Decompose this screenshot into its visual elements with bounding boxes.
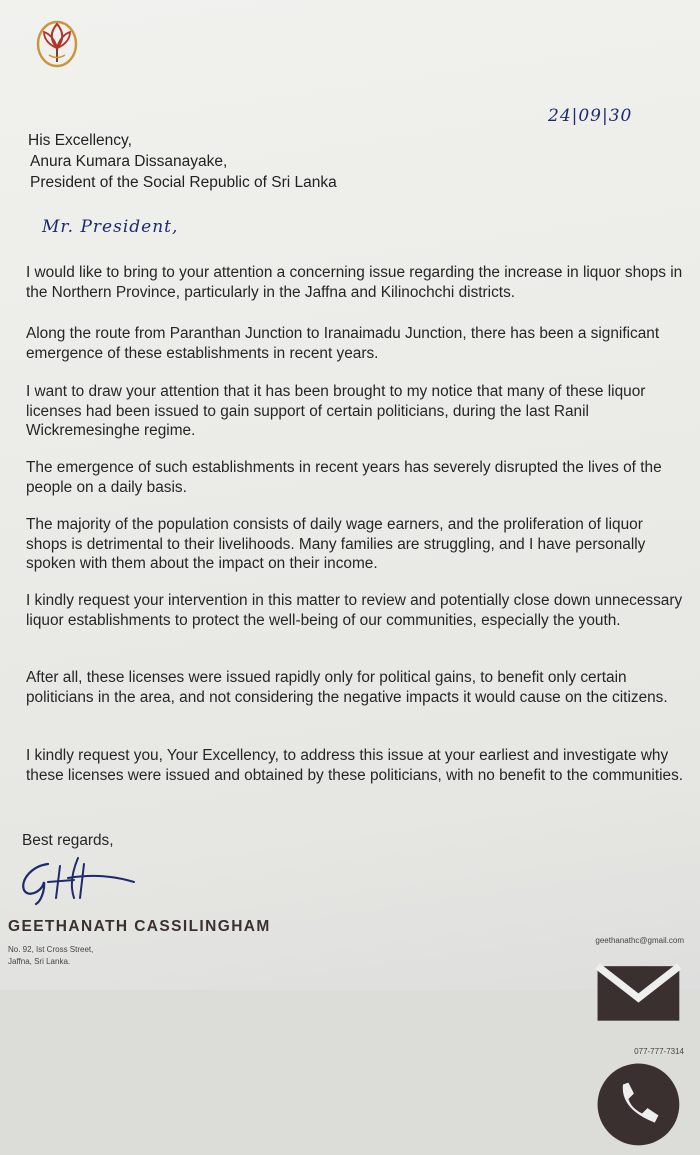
signature — [14, 852, 144, 910]
phone-icon — [593, 1059, 684, 1150]
recipient-block — [28, 130, 337, 193]
paragraph: The majority of the population consists of daily wage earners, and the proliferation of liquor shops is detrimental to their livelihoods. Many families are struggling, and I have personally spoken with them about the impact on their income. — [26, 516, 646, 572]
paragraph: I kindly request your intervention in this matter to review and potentially close down unnecessary liquor establishments to protect the well-being of our communities, especially the youth. — [26, 592, 683, 629]
paragraph: The emergence of such establishments in recent years has severely disrupted the lives of the people on a daily basis. — [26, 459, 662, 496]
sender-name: GEETHANATH CASSILINGHAM — [8, 918, 271, 935]
contact-block — [593, 933, 684, 1155]
email-address: geethanathc@gmail.com — [595, 936, 684, 945]
recipient-line: President of the Social Republic of Sri Lanka — [30, 174, 337, 191]
paragraph: After all, these licenses were issued rapidly only for political gains, to benefit only certain politicians in the area, and not considering the negative impacts it would cause on the citizens. — [26, 669, 668, 706]
address-line: Jaffna, Sri Lanka. — [8, 957, 71, 966]
paragraph: Along the route from Paranthan Junction to Iranaimadu Junction, there has been a significant emergence of these establishments in recent years. — [26, 325, 660, 362]
email-row — [593, 933, 684, 1044]
phone-row — [593, 1044, 684, 1155]
sender-address — [8, 944, 93, 968]
address-line: No. 92, Ist Cross Street, — [8, 945, 94, 954]
letter-date: 24|09|30 — [548, 106, 633, 126]
recipient-line: Anura Kumara Dissanayake, — [30, 153, 228, 170]
phone-number: 077-777-7314 — [634, 1046, 684, 1056]
salutation: Mr. President, — [42, 217, 179, 237]
lotus-logo-icon — [32, 10, 82, 74]
envelope-icon — [593, 948, 684, 1039]
paragraph: I kindly request you, Your Excellency, to address this issue at your earliest and investigate why these licenses were issued and obtained by these politicians, with no benefit to the communities. — [26, 747, 684, 784]
paragraph: I would like to bring to your attention a concerning issue regarding the increase in liquor shops in the Northern Province, particularly in the Jaffna and Kilinochchi districts. — [26, 264, 683, 301]
closing-line: Best regards, — [22, 832, 114, 849]
paragraph: I want to draw your attention that it has been brought to my notice that many of these liquor licenses had been issued to gain support of certain politicians, during the last Ranil Wickremesinghe regime. — [26, 383, 646, 439]
recipient-line: His Excellency, — [28, 132, 132, 149]
